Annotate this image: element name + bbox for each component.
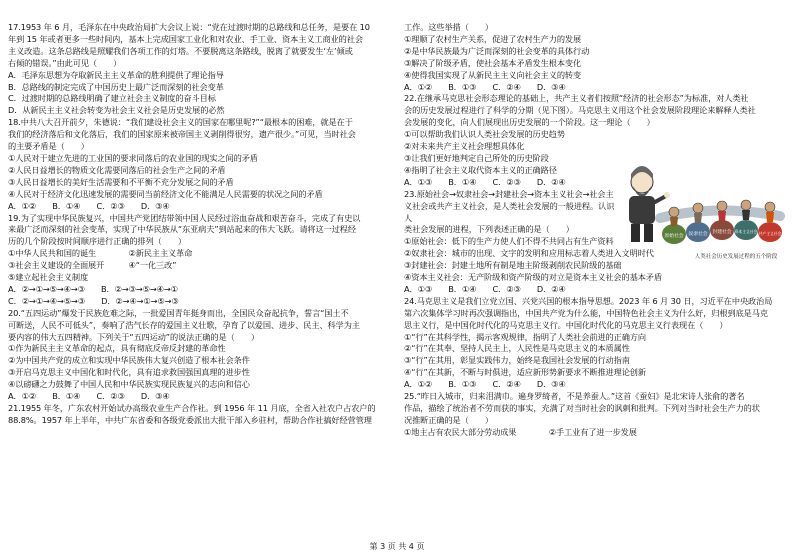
answer-choices: C．②→①→④→⑤→③ D．②→④→①→⑤→③ <box>8 295 179 306</box>
text-line: 17.1953 年 6 月，毛泽东在中央政治局扩大会议上说：“党在过渡时期的总路线和总任务，是要在 10 <box>8 22 370 32</box>
option-line: ③封建社会：封建土地所有制是地主阶级剥削农民阶级的基础 <box>404 260 622 271</box>
option-line: ①原始社会：低下的生产力使人们不得不共同占有生产资料 <box>404 236 614 247</box>
option-line: ④使得我国实现了从新民主主义向社会主义的转变 <box>404 69 582 80</box>
social-stages-illustration <box>620 152 788 270</box>
answer-choices: A．①③ B．①④ C．②③ D．②④ <box>404 176 566 187</box>
option-line: ①地主占有农民大部分劳动成果 ②手工业有了进一步发展 <box>404 426 637 437</box>
option-line: ②人民日益增长的物质文化需要同落后的社会生产之间的矛盾 <box>8 164 226 175</box>
text-line: 19.为了实现中华民族复兴，中国共产党团结带领中国人民经过浴血奋战和艰苦奋斗，完成了有史以 <box>8 212 361 223</box>
text-line: 我们的经济落后和文化落后，我们的国家原来被帝国主义剥削得很穷，遗产很少。”可见，当时社会 <box>8 129 356 140</box>
answer-choices: A．①③ B．①④ C．②③ D．②④ <box>404 283 566 294</box>
text-line: 工作。这些举措（ ） <box>404 22 493 32</box>
option-line: ②是中华民族最为广泛而深刻的社会变革的具体行动 <box>404 45 590 56</box>
text-line: 义社会或共产主义社会，是人类社会发展的一般进程。认识人 <box>404 200 615 223</box>
text-line: 右倾的错误。”由此可见（ ） <box>8 57 122 68</box>
option-line: ⑤建立起社会主义制度 <box>8 272 89 283</box>
option-line: ②为中国共产党的成立和实现中华民族伟大复兴创造了根本社会条件 <box>8 355 250 366</box>
text-line: 会的历史发展过程进行了科学的分期（见下图）。马克思主义用这个社会发展阶段理论来解释人类社 <box>404 105 756 116</box>
text-line: 类社会发展的进程，下列表述正确的是（ ） <box>404 224 574 235</box>
option-line: C．过渡时期的总路线明确了建立社会主义制度的奋斗目标 <box>8 93 216 104</box>
option-line: ①“行”在其科学性，揭示客观规律，指明了人类社会前进的正确方向 <box>404 331 646 342</box>
text-line: 23.原始社会→奴隶社会→封建社会→资本主义社会→社会主 <box>404 188 614 199</box>
text-line: 来最广泛而深刻的社会变革，实现了中华民族从“东亚病夫”到站起来的伟大飞跃。请将这一过程经 <box>8 224 356 235</box>
text-line: 要内容的伟大五四精神。下列关于“五四运动”的说法正确的是（ ） <box>8 331 259 342</box>
option-line: ④以磅礴之力鼓舞了中国人民和中华民族实现民族复兴的志向和信心 <box>8 379 250 390</box>
option-line: ④“行”在其新，不断与时俱进，适应新形势新要求不断推进理论创新 <box>404 367 646 378</box>
stage-badge-5 <box>758 202 782 242</box>
text-line: 可断送，人民不可低头”，奏响了浩气长存的爱国主义壮歌，孕育了以爱国、进步、民主、科学为主 <box>8 319 360 330</box>
stage-label: 共产主义社会 <box>758 231 782 236</box>
page-footer: 第 3 页 共 4 页 <box>369 542 425 551</box>
option-line: ①理顺了农村生产关系，促进了农村生产力的发展 <box>404 33 582 44</box>
stage-label: 资本主义社会 <box>734 229 758 234</box>
text-line: 第六次集体学习时再次强调指出，中国共产党为什么能，中国特色社会主义为什么好，归根到底是马克 <box>404 307 768 318</box>
text-line: 18.中共八大召开前夕，朱德说：“我们建设社会主义的国家在哪里呢?”“最根本的困难，就是在于 <box>8 117 353 128</box>
option-line: A．毛泽东思想为夺取新民主主义革命的胜利提供了理论指导 <box>8 69 224 80</box>
text-line: 的主要矛盾是（ ） <box>8 141 89 152</box>
option-line: ③社会主义建设的全面展开 ④“一化三改” <box>8 260 177 271</box>
stage-label: 奴隶社会 <box>688 232 708 237</box>
option-line: ③开启马克思主义中国化和时代化，具有追求救国强国真理的进步性 <box>8 367 250 378</box>
option-line: ④人民对于经济文化迅速发展的需要同当前经济文化不能满足人民需要的状况之间的矛盾 <box>8 188 323 199</box>
option-line: ①人民对于建立先进的工业国的要求同落后的农业国的现实之间的矛盾 <box>8 152 258 163</box>
option-line: ④资本主义社会：无产阶级和资产阶级的对立是资本主义社会的基本矛盾 <box>404 272 662 283</box>
option-line: ②对未来共产主义社会理想具体化 <box>404 141 525 152</box>
option-line: D．从新民主主义社会转变为社会主义社会是历史发展的必然 <box>8 105 225 116</box>
option-line: ②奴隶社会：城市的出现、文字的发明和应用标志着人类进入文明时代 <box>404 248 654 259</box>
text-line: 主义改造。这条总路线是照耀我们各项工作的灯塔。不要脱离这条路线，脱离了就要发生‘左’倾或 <box>8 45 353 56</box>
text-line: 作品，描绘了统治者不劳而获的事实，充满了对当时社会的讽刺和批判。下列对当时社会生产力的状 <box>404 403 760 413</box>
left-column <box>8 22 390 427</box>
option-line: ①中华人民共和国的诞生 ②新民主主义革命 <box>8 248 193 259</box>
answer-choices: A．①② B．①④ C．②③ D．③④ <box>8 391 170 402</box>
option-line: ③人民日益增长的美好生活需要和不平衡不充分发展之间的矛盾 <box>8 176 234 187</box>
text-line: 25.“昨日入城市，归来泪满巾。遍身罗绮者，不是养蚕人。”这首《蚕妇》是北宋诗人张俞的著名 <box>404 391 745 402</box>
text-line: 况推断正确的是（ ） <box>404 414 493 425</box>
option-line: ④指明了社会主义取代资本主义的正确路径 <box>404 164 557 175</box>
stage-label: 原始社会 <box>664 234 684 239</box>
option-line: B．总路线的制定完成了中国历史上最广泛而深刻的社会变革 <box>8 81 224 92</box>
text-line: 思主义行，是中国化时代化的马克思主义行。中国化时代化的马克思主义行表现在（ ） <box>404 319 728 330</box>
option-line: ③“行”在其用，彰显实践伟力，始终是我国社会发展的行动指南 <box>404 355 630 366</box>
text-line: 24.马克思主义是我们立党立国、兴党兴国的根本指导思想。2023 年 6 月 30 日，习近平在中央政治局 <box>404 295 773 306</box>
illustration-svg <box>620 152 788 270</box>
text-line: 88.8%。1957 年上半年，中共广东省委和各级党委派出大批干部入乡驻村，帮助合作社搞好经营管理 <box>8 414 372 425</box>
text-line: 20.“五四运动”爆发于民族危难之际，一批爱国青年挺身而出，全国民众奋起抗争，誓言“国土不 <box>8 307 349 318</box>
figure-caption: 人类社会历史发展过程的五个阶段 <box>694 254 778 260</box>
option-line: ③解决了阶级矛盾，使社会基本矛盾发生根本变化 <box>404 57 582 68</box>
text-line: 会发展的变化，向人们展现出历史发展的一个阶段。这一理论（ ） <box>404 117 655 128</box>
answer-choices: A．①② B．①③ C．②④ D．③④ <box>404 81 566 92</box>
option-line: ②“行”在其奉、坚持人民主上，人民性是马克思主义的本质属性 <box>404 343 630 354</box>
text-line: 年到 15 年或者更多一些时间内，基本上完成国家工业化和对农业、手工业、资本主义工商业的社会 <box>8 33 363 44</box>
text-line: 22.在继承马克思社会形态理论的基础上，共产主义者们按照“经济的社会形态”为标准，对人类社 <box>404 93 749 104</box>
answer-choices: A．①② B．①④ C．②③ D．③④ <box>8 200 170 211</box>
option-line: ①可以帮助我们认识人类社会发展的历史趋势 <box>404 129 565 140</box>
text-line: 历的几个阶段按时间顺序进行正确的排列（ ） <box>8 236 186 247</box>
stage-label: 封建社会 <box>712 230 732 235</box>
answer-choices: A．①② B．①③ C．②④ D．③④ <box>404 379 566 390</box>
option-line: ①作为新民主主义革命的起点，具有彻底反帝反封建的革命性 <box>8 343 226 354</box>
answer-choices: A．②→①→⑤→④→③ B．②→③→⑤→④→① <box>8 283 178 294</box>
option-line: ③让我们更好地判定自己所处的历史阶段 <box>404 152 549 163</box>
text-line: 21.1955 年冬，广东农村开始试办高级农业生产合作社。到 1956 年 11 月底，全省入社农户占农户的 <box>8 403 376 413</box>
